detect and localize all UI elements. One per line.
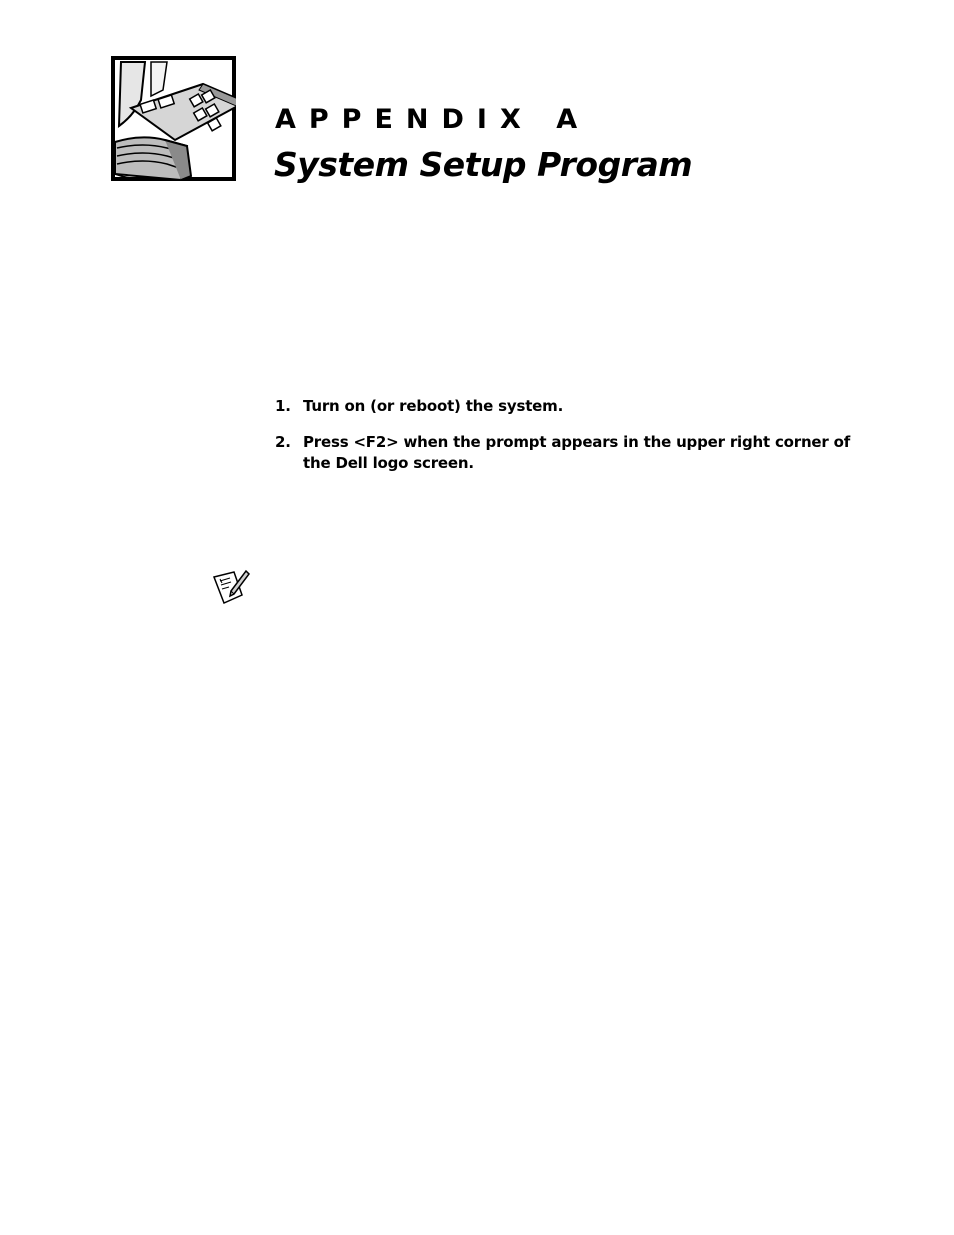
step-text: Press <F2> when the prompt appears in the upper right corner of the Dell logo screen. [303, 433, 851, 472]
chapter-label: APPENDIX A [275, 104, 591, 135]
step-number: 1. [275, 397, 291, 415]
step-item [275, 432, 875, 474]
step-number: 2. [275, 433, 291, 451]
chapter-title: System Setup Program [274, 145, 693, 184]
book-with-circuit-board-icon [111, 56, 236, 181]
note-pencil-icon [212, 569, 250, 605]
steps-list [275, 396, 875, 474]
step-text: Turn on (or reboot) the system. [303, 397, 564, 415]
step-item [275, 396, 875, 417]
